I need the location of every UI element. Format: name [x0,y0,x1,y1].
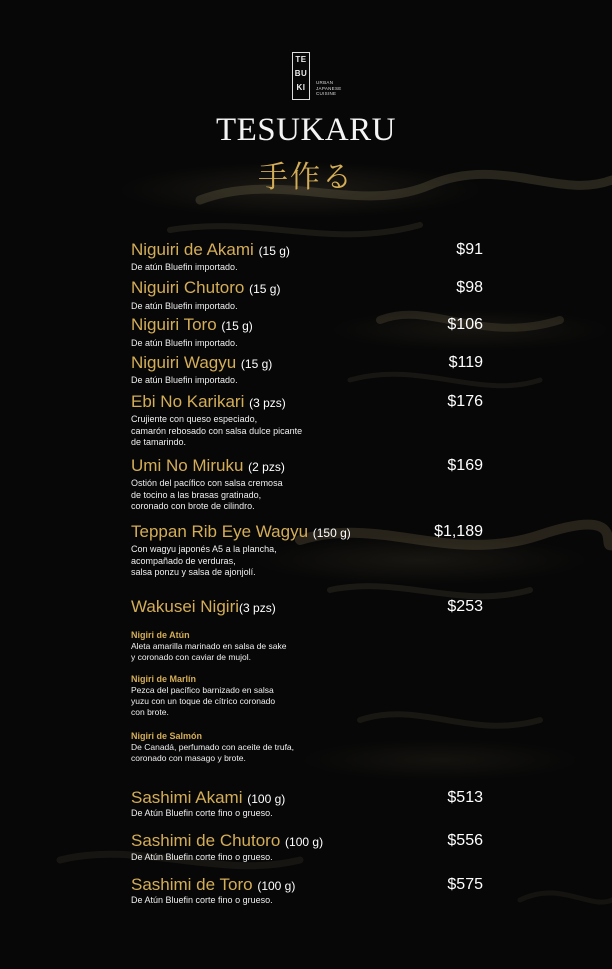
item-price: $253 [447,598,483,615]
item-price: $119 [448,354,483,371]
item-title [131,392,286,413]
logo-letters-2: BU [294,69,308,78]
item-desc: De Atún Bluefin corte fino o grueso. [131,852,273,862]
item-title [131,522,351,543]
item-title [131,788,285,809]
item-price: $176 [447,393,483,410]
item-name: Niguiri Toro [131,315,217,334]
wakusei-option [131,630,431,663]
item-desc: De Atún Bluefin corte fino o grueso. [131,895,273,905]
item-desc: De atún Bluefin importado. [131,375,238,385]
item-price: $98 [456,279,483,296]
item-qty: (150 g) [312,526,351,540]
option-desc: De Canadá, perfumado con aceite de trufa, coronado con masago y brote. [131,742,295,763]
item-title [131,831,323,852]
tebuki-logo [292,52,364,100]
item-name: Niguiri Wagyu [131,353,237,372]
option-title: Nigiri de Salmón [131,731,203,741]
item-desc: De atún Bluefin importado. [131,262,238,272]
item-title [131,240,290,261]
option-desc: Pezca del pacífico barnizado en salsa yuzu con un toque de cítrico coronado con brote. [131,685,276,717]
item-name: Umi No Miruku [131,456,244,475]
item-qty: (100 g) [257,879,296,893]
item-desc: De atún Bluefin importado. [131,338,238,348]
option-title: Nigiri de Atún [131,630,190,640]
item-qty: (15 g) [258,244,290,258]
item-price: $556 [447,832,483,849]
item-title [131,597,276,618]
item-title [131,353,272,374]
option-desc: Aleta amarilla marinado en salsa de sake y coronado con caviar de mujol. [131,641,287,662]
item-qty: (2 pzs) [248,460,285,474]
item-price: $1,189 [434,523,483,540]
item-qty: (100 g) [285,835,324,849]
item-name: Ebi No Karikari [131,392,245,411]
item-qty: (15 g) [240,357,273,371]
item-desc: Con wagyu japonés A5 a la plancha, acompañado de verduras, salsa ponzu y salsa de ajonjolí. [131,544,277,577]
item-price: $575 [447,876,483,893]
item-name: Sashimi de Chutoro [131,831,281,850]
logo-tagline-line: JAPANESE [316,85,342,91]
item-price: $513 [447,789,483,806]
item-price: $169 [447,457,483,474]
page-subtitle-japanese: 手作る [258,160,354,195]
item-name: Niguiri de Akami [131,240,254,259]
item-name: Niguiri Chutoro [131,278,245,297]
item-qty: (15 g) [249,282,281,296]
item-qty: (3 pzs) [249,396,286,410]
option-title: Nigiri de Marlín [131,674,197,684]
wakusei-option [131,674,431,718]
item-title [131,278,280,299]
item-name: Sashimi de Toro [131,875,253,894]
item-desc: De atún Bluefin importado. [131,301,238,311]
page-title: TESUKARU [215,112,396,148]
logo-tagline-line: CUISINE [316,91,337,96]
logo-tagline-line: URBAN [316,80,334,85]
item-price: $106 [447,316,483,333]
logo-tagline [316,80,342,97]
logo-letters-3: KI [296,83,306,92]
item-qty: (15 g) [221,319,253,333]
item-title [131,456,285,477]
logo-letters-1: TE [295,55,307,64]
item-title [131,315,253,336]
item-qty: (3 pzs) [239,601,276,615]
wakusei-option [131,731,431,764]
item-desc: Crujiente con queso especiado, camarón rebosado con salsa dulce picante de tamarindo. [131,414,303,447]
item-price: $91 [456,241,483,258]
item-name: Sashimi Akami [131,788,243,807]
item-title [131,875,295,896]
item-desc: De Atún Bluefin corte fino o grueso. [131,808,273,818]
item-name: Wakusei Nigiri [131,597,240,616]
item-desc: Ostión del pacífico con salsa cremosa de tocino a las brasas gratinado, coronado con brote de cilindro. [131,478,283,511]
item-qty: (100 g) [247,792,286,806]
item-name: Teppan Rib Eye Wagyu [131,522,309,541]
logo-mark [292,52,310,100]
